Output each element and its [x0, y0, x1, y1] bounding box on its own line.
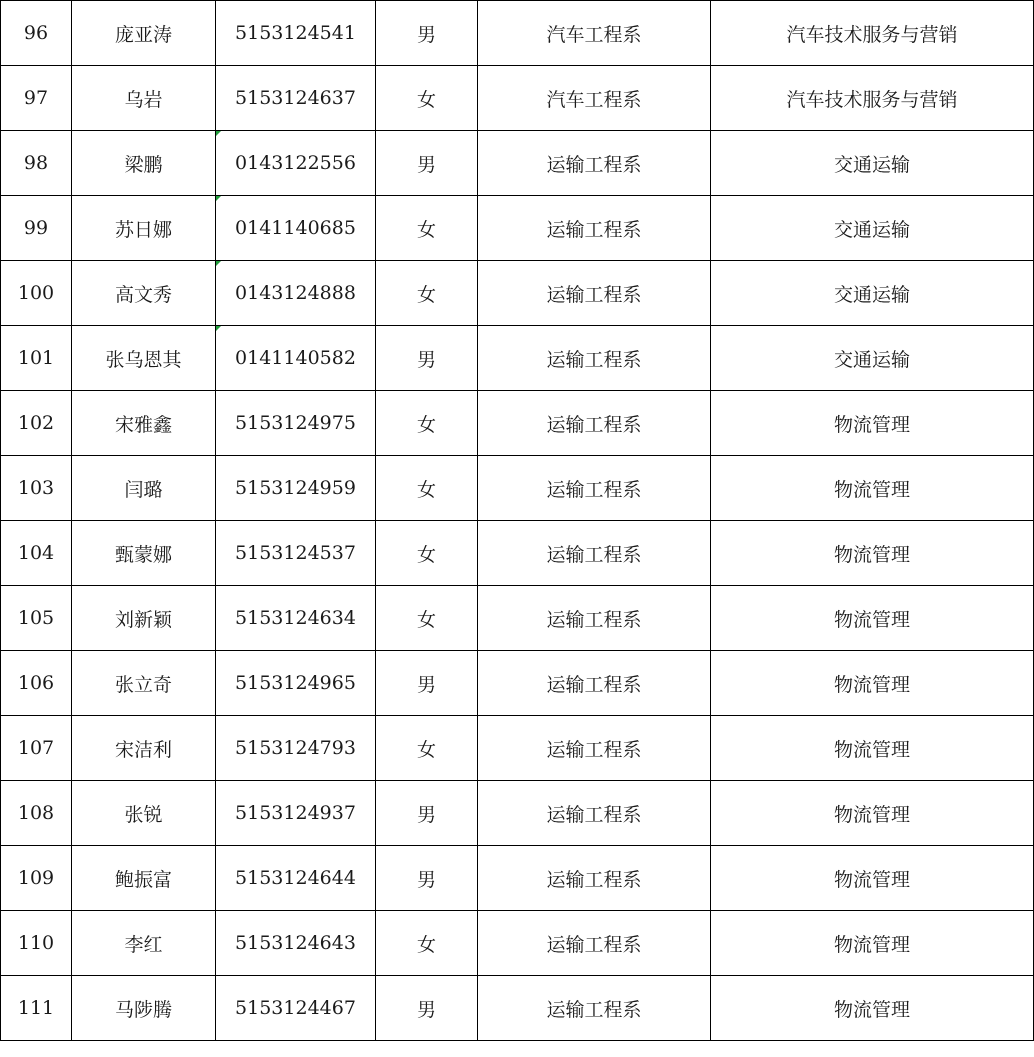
cell-department: 运输工程系 [478, 976, 711, 1041]
cell-student-id: 5153124644 [216, 846, 376, 911]
cell-department: 运输工程系 [478, 326, 711, 391]
table-row [1, 66, 1034, 131]
cell-department: 运输工程系 [478, 651, 711, 716]
cell-major: 物流管理 [711, 391, 1034, 456]
cell-major: 物流管理 [711, 911, 1034, 976]
roster-body [1, 1, 1034, 1041]
cell-number: 108 [1, 781, 72, 846]
cell-number: 101 [1, 326, 72, 391]
table-row [1, 196, 1034, 261]
cell-gender: 男 [376, 1, 478, 66]
cell-number: 111 [1, 976, 72, 1041]
cell-gender: 女 [376, 196, 478, 261]
cell-number: 107 [1, 716, 72, 781]
cell-department: 运输工程系 [478, 846, 711, 911]
cell-name: 李红 [72, 911, 216, 976]
cell-department: 运输工程系 [478, 261, 711, 326]
cell-major: 交通运输 [711, 261, 1034, 326]
table-row [1, 716, 1034, 781]
cell-name: 庞亚涛 [72, 1, 216, 66]
cell-student-id: 0143124888 [216, 261, 376, 326]
cell-number: 99 [1, 196, 72, 261]
cell-name: 梁鹏 [72, 131, 216, 196]
cell-student-id: 0143122556 [216, 131, 376, 196]
cell-gender: 女 [376, 391, 478, 456]
table-row [1, 781, 1034, 846]
cell-major: 物流管理 [711, 846, 1034, 911]
cell-department: 运输工程系 [478, 911, 711, 976]
cell-student-id: 5153124634 [216, 586, 376, 651]
table-row [1, 1, 1034, 66]
cell-department: 运输工程系 [478, 196, 711, 261]
cell-gender: 男 [376, 976, 478, 1041]
cell-student-id: 5153124965 [216, 651, 376, 716]
cell-name: 宋洁利 [72, 716, 216, 781]
cell-number: 100 [1, 261, 72, 326]
cell-name: 张乌恩其 [72, 326, 216, 391]
table-row [1, 456, 1034, 521]
table-row [1, 131, 1034, 196]
cell-name: 马陟腾 [72, 976, 216, 1041]
cell-major: 交通运输 [711, 131, 1034, 196]
table-row [1, 976, 1034, 1041]
cell-gender: 女 [376, 716, 478, 781]
cell-department: 运输工程系 [478, 456, 711, 521]
cell-name: 刘新颖 [72, 586, 216, 651]
cell-name: 宋雅鑫 [72, 391, 216, 456]
cell-gender: 男 [376, 326, 478, 391]
cell-name: 甄蒙娜 [72, 521, 216, 586]
table-row [1, 521, 1034, 586]
cell-department: 汽车工程系 [478, 1, 711, 66]
cell-number: 103 [1, 456, 72, 521]
cell-department: 汽车工程系 [478, 66, 711, 131]
cell-gender: 女 [376, 911, 478, 976]
table-row [1, 261, 1034, 326]
cell-gender: 女 [376, 66, 478, 131]
cell-major: 物流管理 [711, 651, 1034, 716]
cell-major: 物流管理 [711, 781, 1034, 846]
table-row [1, 911, 1034, 976]
table-row [1, 586, 1034, 651]
cell-student-id: 0141140582 [216, 326, 376, 391]
cell-department: 运输工程系 [478, 521, 711, 586]
cell-gender: 女 [376, 586, 478, 651]
cell-number: 102 [1, 391, 72, 456]
cell-number: 110 [1, 911, 72, 976]
cell-major: 物流管理 [711, 976, 1034, 1041]
cell-number: 105 [1, 586, 72, 651]
table-row [1, 651, 1034, 716]
table-row [1, 391, 1034, 456]
cell-department: 运输工程系 [478, 586, 711, 651]
cell-student-id: 5153124467 [216, 976, 376, 1041]
cell-major: 物流管理 [711, 456, 1034, 521]
cell-department: 运输工程系 [478, 716, 711, 781]
cell-department: 运输工程系 [478, 391, 711, 456]
cell-number: 106 [1, 651, 72, 716]
cell-number: 109 [1, 846, 72, 911]
cell-student-id: 5153124541 [216, 1, 376, 66]
cell-name: 乌岩 [72, 66, 216, 131]
cell-student-id: 5153124637 [216, 66, 376, 131]
cell-gender: 男 [376, 651, 478, 716]
cell-name: 高文秀 [72, 261, 216, 326]
cell-major: 汽车技术服务与营销 [711, 66, 1034, 131]
cell-department: 运输工程系 [478, 131, 711, 196]
cell-student-id: 5153124537 [216, 521, 376, 586]
cell-student-id: 5153124975 [216, 391, 376, 456]
cell-major: 交通运输 [711, 326, 1034, 391]
cell-name: 苏日娜 [72, 196, 216, 261]
cell-gender: 男 [376, 781, 478, 846]
cell-major: 物流管理 [711, 716, 1034, 781]
cell-student-id: 0141140685 [216, 196, 376, 261]
cell-gender: 女 [376, 261, 478, 326]
cell-gender: 女 [376, 456, 478, 521]
cell-student-id: 5153124793 [216, 716, 376, 781]
cell-name: 鲍振富 [72, 846, 216, 911]
cell-number: 96 [1, 1, 72, 66]
cell-gender: 男 [376, 846, 478, 911]
cell-name: 张锐 [72, 781, 216, 846]
cell-major: 交通运输 [711, 196, 1034, 261]
table-row [1, 846, 1034, 911]
cell-student-id: 5153124959 [216, 456, 376, 521]
cell-number: 98 [1, 131, 72, 196]
cell-major: 物流管理 [711, 586, 1034, 651]
cell-student-id: 5153124937 [216, 781, 376, 846]
cell-number: 97 [1, 66, 72, 131]
cell-name: 闫璐 [72, 456, 216, 521]
cell-gender: 男 [376, 131, 478, 196]
cell-name: 张立奇 [72, 651, 216, 716]
cell-number: 104 [1, 521, 72, 586]
table-row [1, 326, 1034, 391]
cell-gender: 女 [376, 521, 478, 586]
cell-major: 汽车技术服务与营销 [711, 1, 1034, 66]
cell-major: 物流管理 [711, 521, 1034, 586]
cell-department: 运输工程系 [478, 781, 711, 846]
cell-student-id: 5153124643 [216, 911, 376, 976]
